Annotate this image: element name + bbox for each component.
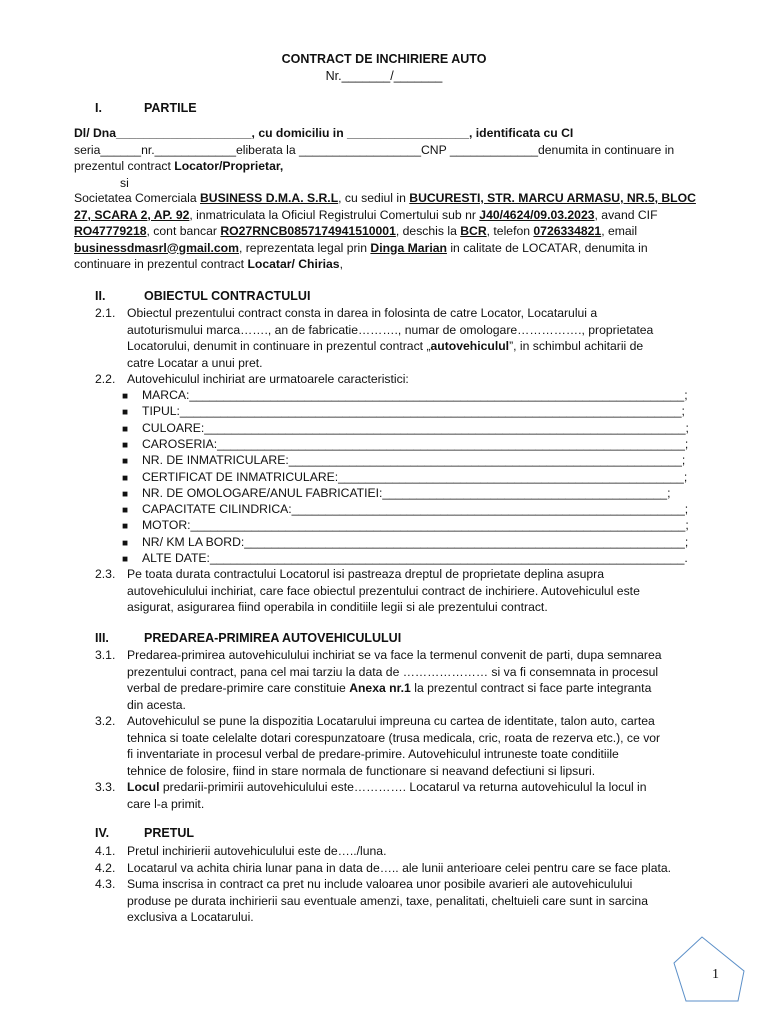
bullet-text: CAROSERIA:_____________________________________________________________________;	[142, 437, 689, 451]
bullet-text: CULOARE:_______________________________________________________________________;	[142, 421, 689, 435]
clause-text	[127, 647, 695, 713]
clause-number: 3.2.	[95, 714, 116, 728]
clause-line: produse pe durata inchirierii sau eventuale amenzi, taxe, penalitati, cheltuieli care sunt in sarcina	[127, 893, 648, 908]
clause-text: Pretul inchirierii autovehiculului este de…../luna.	[127, 844, 387, 858]
clause-line: tehnice de folosire, fiind in stare normala de functionare si neavand defectiuni si lipsuri.	[127, 763, 596, 778]
list-item	[122, 403, 685, 421]
bullet-text: MOTOR:_________________________________________________________________________;	[142, 518, 689, 532]
clause-number: 4.2.	[95, 861, 116, 875]
parties-line: Dl/ Dna____________________, cu domiciliu in __________________, identificata cu CI	[74, 126, 574, 140]
text-run: Societatea Comerciala	[74, 191, 200, 205]
parties-paragraph-1	[74, 125, 695, 191]
section-number: I.	[95, 101, 102, 115]
parties-line	[74, 256, 695, 273]
text-run: , cu sediul in	[338, 191, 410, 205]
clause-line: autovehiculului inchiriat, care face obiectul prezentului contract de inchiriere. Autovehiculul este	[127, 583, 640, 598]
bullet-text: NR. DE OMOLOGARE/ANUL FABRICATIEI:__________________________________________;	[142, 486, 671, 500]
page-corner-icon	[672, 935, 746, 1003]
text-run: , inmatriculata la Oficiul Registrului Comertului sub nr	[189, 207, 480, 222]
text-run: , cont bancar	[146, 224, 221, 238]
locatar-label: Locatar/ Chirias	[247, 257, 340, 271]
clause-line: care l-a primit.	[127, 796, 205, 811]
bullet-icon: ■	[122, 456, 129, 467]
company-name: BUSINESS D.M.A. S.R.L	[200, 191, 339, 205]
bullet-icon: ■	[122, 407, 129, 418]
clause-line: asigurat, asigurarea fiind operabila in conditiile legii si ale prezentului contract.	[127, 600, 548, 614]
text-run: , reprezentata legal prin	[238, 240, 371, 255]
clause-number: 3.1.	[95, 648, 116, 662]
bullet-icon: ■	[122, 440, 129, 451]
document-title: CONTRACT DE INCHIRIERE AUTO	[281, 52, 487, 66]
bullet-text: ALTE DATE:______________________________________________________________________.	[142, 551, 688, 565]
section-title: PREDAREA-PRIMIREA AUTOVEHICULULUI	[144, 631, 402, 645]
text-run: predarii-primirii autovehiculului este…………. Locatarul va returna autovehiculul la locul in	[159, 780, 647, 794]
bullet-icon: ■	[122, 473, 129, 484]
clause-number: 2.3.	[95, 567, 116, 581]
section-heading-predarea	[95, 631, 401, 645]
clause-line: Pe toata durata contractului Locatorul isi pastreaza dreptul de proprietate deplina asupra	[127, 567, 604, 581]
bullet-text: CAPACITATE CILINDRICA:__________________________________________________________;	[142, 502, 689, 516]
bullet-text: NR/ KM LA BORD:_________________________________________________________________;	[142, 535, 689, 549]
company-address: BUCURESTI, STR. MARCU ARMASU, NR.5, BLOC	[409, 191, 696, 205]
clause-line: Suma inscrisa in contract ca pret nu include valoarea unor posibile avarieri ale autovehiculului	[127, 877, 633, 891]
locul-term: Locul	[127, 780, 160, 794]
clause-line	[127, 779, 695, 796]
clause-line: autoturismului marca……., an de fabricatie………., numar de omologare……………., proprietatea	[127, 322, 654, 337]
parties-line	[74, 158, 695, 175]
section-number: IV.	[95, 826, 110, 840]
contract-number: Nr._______/_______	[325, 69, 443, 83]
clause-line: Autovehiculul se pune la dispozitia Locatarului impreuna cu cartea de identitate, talon auto, cartea	[127, 714, 655, 728]
email-address: businessdmasrl@gmail.com	[74, 240, 239, 255]
clause-line: tehnica si toate celelalte dotari corespunzatoare (trusa medicala, cric, roata de rezerva etc.), ce vor	[127, 730, 661, 745]
text-run: la prezentul contract si face parte integranta	[410, 681, 652, 695]
phone-number: 0726334821	[533, 224, 602, 238]
clause-text	[127, 305, 695, 371]
bank-name: BCR	[460, 224, 487, 238]
clause-line: Obiectul prezentului contract consta in darea in folosinta de catre Locator, Locatarului a	[127, 306, 598, 320]
text-run: continuare in prezentul contract	[74, 257, 248, 271]
bullet-text: TIPUL:__________________________________________________________________________;	[142, 404, 685, 418]
section-heading-obiect	[95, 289, 310, 303]
clause-number: 2.2.	[95, 372, 116, 386]
clause-line: prezentului contract, pana cel mai tarziu la data de ………………… si va fi consemnata in procesul	[127, 664, 659, 679]
clause-text	[127, 713, 695, 779]
parties-line	[74, 190, 695, 207]
parties-line	[74, 240, 695, 257]
clause-number: 4.3.	[95, 877, 116, 891]
clause-line: din acesta.	[127, 697, 186, 712]
parties-paragraph-2	[74, 190, 695, 273]
clause-number: 3.3.	[95, 780, 116, 794]
clause-number: 2.1.	[95, 306, 116, 320]
parties-line	[74, 223, 695, 240]
text-run: verbal de predare-primire care constituie	[127, 681, 350, 695]
section-number: III.	[95, 631, 109, 645]
text-run: in calitate de LOCATAR, denumita in	[446, 240, 648, 255]
text-run: , deschis la	[395, 224, 461, 238]
page-number: 1	[712, 967, 719, 982]
clause-line: Predarea-primirea autovehiculului inchiriat se va face la termenul convenit de parti, dupa semnarea	[127, 648, 662, 662]
text-run: Locatorului, denumit in continuare in prezentul contract „	[127, 339, 431, 353]
clause-number: 4.1.	[95, 844, 116, 858]
clause-text: Autovehiculul inchiriat are urmatoarele caracteristici:	[127, 372, 409, 386]
section-title: PRETUL	[144, 826, 194, 840]
bullet-text: MARCA:_________________________________________________________________________;	[142, 388, 688, 402]
bullet-icon: ■	[122, 521, 129, 532]
bullet-icon: ■	[122, 554, 129, 565]
clause-text: Locatarul va achita chiria lunar pana in data de….. ale lunii anterioare celei pentru care se face plata.	[127, 861, 672, 875]
company-address-cont: 27, SCARA 2, AP. 92	[74, 207, 190, 222]
text-run: prezentul contract	[74, 159, 175, 173]
bank-account: RO27RNCB0857174941510001	[220, 224, 396, 238]
section-title: PARTILE	[144, 101, 197, 115]
text-run: ”, in schimbul achitarii de	[509, 339, 644, 353]
bullet-icon: ■	[122, 424, 129, 435]
clause-line: catre Locatar a unui pret.	[127, 355, 263, 370]
locator-label: Locator/Proprietar,	[174, 159, 284, 173]
section-number: II.	[95, 289, 106, 303]
clause-text	[127, 779, 695, 812]
bullet-icon: ■	[122, 538, 129, 549]
text-run: , avand CIF	[594, 207, 658, 222]
section-title: OBIECTUL CONTRACTULUI	[144, 289, 311, 303]
clause-line: exclusiva a Locatarului.	[127, 910, 254, 924]
text-run: , telefon	[486, 224, 534, 238]
section-heading-partile	[95, 101, 197, 115]
parties-line: seria______nr.____________eliberata la __________________CNP _____________denumita in continuare in	[74, 142, 675, 157]
bullet-text: NR. DE INMATRICULARE:__________________________________________________________;	[142, 453, 686, 467]
bullet-text: CERTIFICAT DE INMATRICULARE:___________________________________________________;	[142, 470, 688, 484]
list-item	[122, 517, 689, 535]
cif-number: RO47779218	[74, 224, 147, 238]
clause-text	[127, 566, 695, 616]
list-item	[122, 452, 685, 470]
bullet-icon: ■	[122, 505, 129, 516]
registry-number: J40/4624/09.03.2023	[479, 207, 595, 222]
legal-representative: Dinga Marian	[370, 240, 447, 255]
bullet-icon: ■	[122, 391, 129, 402]
autovehiculul-term: autovehiculul	[430, 339, 510, 353]
clause-line	[127, 338, 695, 355]
clause-line	[127, 680, 695, 697]
clause-text	[127, 876, 695, 926]
section-heading-pretul	[95, 826, 194, 840]
text-run: ,	[339, 257, 343, 271]
annex-reference: Anexa nr.1	[349, 681, 411, 695]
bullet-icon: ■	[122, 489, 129, 500]
conjunction-si: si	[120, 175, 129, 190]
clause-line: fi inventariate in procesul verbal de predare-primire. Autovehiculul intruneste toate conditiile	[127, 747, 619, 761]
text-run: , email	[601, 224, 638, 238]
parties-line	[74, 207, 695, 224]
